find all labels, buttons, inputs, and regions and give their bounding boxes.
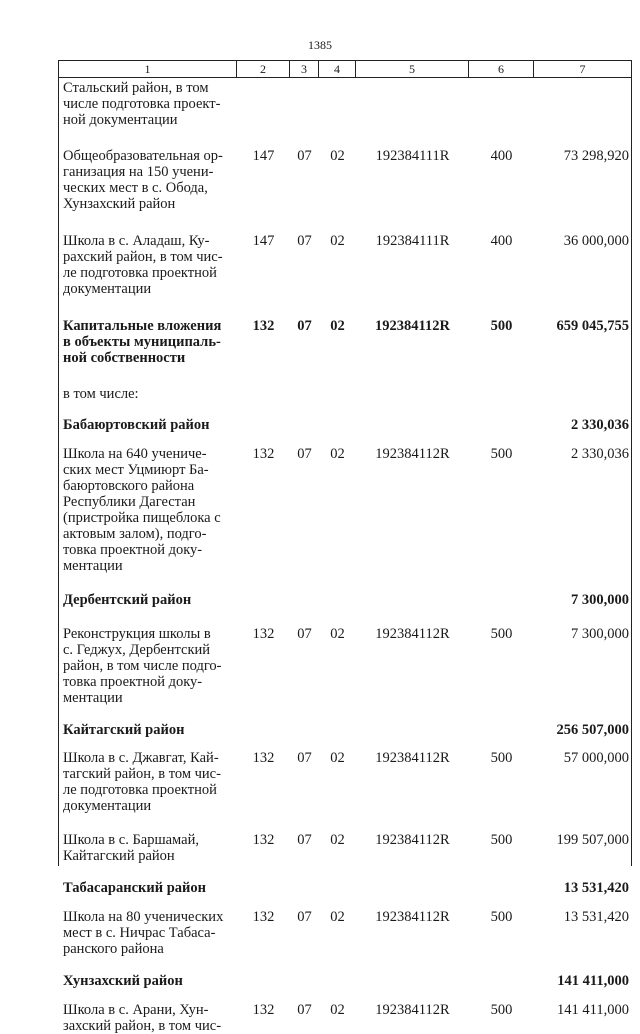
cell-col-6: 500 (490, 750, 513, 766)
cell-col-7: 13 531,420 (563, 880, 629, 896)
cell-col-3: 07 (297, 626, 312, 642)
cell-col-4: 02 (330, 626, 345, 642)
row-name: Общеобразовательная ор- ганизация на 150 учени- ческих мест в с. Обода, Хунзахский район (63, 148, 223, 212)
cell-col-5 (356, 973, 469, 989)
cell-col-4 (319, 592, 356, 608)
row-name: Школа на 80 ученических мест в с. Ничрас Табаса- ранского района (63, 909, 224, 957)
table-row (59, 1002, 631, 1034)
cell-col-3: 07 (297, 1002, 312, 1018)
cell-col-3 (290, 417, 319, 433)
cell-col-5: 192384112R (375, 626, 450, 642)
cell-col-6: 400 (490, 148, 513, 164)
cell-col-4 (319, 722, 356, 738)
cell-col-3: 07 (297, 148, 312, 164)
cell-col-3: 07 (297, 318, 312, 334)
cell-col-4 (319, 80, 356, 128)
cell-col-2: 147 (252, 148, 275, 164)
cell-col-3: 07 (297, 233, 312, 249)
cell-col-5: 192384112R (375, 1002, 450, 1018)
cell-col-3: 07 (297, 909, 312, 925)
cell-col-3: 07 (297, 446, 312, 462)
cell-col-4: 02 (330, 750, 345, 766)
cell-col-2 (237, 592, 290, 608)
cell-col-6: 500 (490, 1002, 513, 1018)
cell-col-5 (356, 386, 469, 402)
cell-col-6 (469, 592, 534, 608)
row-name: Хунзахский район (63, 973, 183, 989)
cell-col-7: 7 300,000 (571, 592, 629, 608)
cell-col-7: 2 330,036 (571, 446, 629, 462)
cell-col-6: 400 (490, 233, 513, 249)
row-name: Стальский район, в том числе подготовка проект- ной документации (63, 80, 221, 128)
row-name: Школа в с. Баршамай, Кайтагский район (63, 832, 199, 864)
cell-col-2 (237, 386, 290, 402)
cell-col-5: 192384111R (375, 148, 450, 164)
cell-col-3: 07 (297, 750, 312, 766)
cell-col-2 (237, 973, 290, 989)
cell-col-2: 132 (252, 446, 275, 462)
table-body (58, 78, 632, 1034)
cell-col-6: 500 (490, 909, 513, 925)
cell-col-2 (237, 80, 290, 128)
table-row (59, 386, 631, 402)
cell-col-4 (319, 386, 356, 402)
header-col-6: 6 (468, 61, 533, 77)
cell-col-5: 192384112R (375, 750, 450, 766)
cell-col-7: 73 298,920 (563, 148, 629, 164)
table-row (59, 973, 631, 989)
cell-col-6: 500 (490, 626, 513, 642)
header-col-3: 3 (289, 61, 318, 77)
cell-col-2: 132 (252, 832, 275, 848)
cell-col-7: 57 000,000 (563, 750, 629, 766)
cell-col-7: 36 000,000 (563, 233, 629, 249)
cell-col-2 (237, 880, 290, 896)
table-row (59, 750, 631, 814)
cell-col-7 (534, 80, 633, 128)
row-name: Школа в с. Арани, Хун- захский район, в том чис- (63, 1002, 222, 1034)
row-name: Дербентский район (63, 592, 192, 608)
cell-col-3 (290, 80, 319, 128)
table-row (59, 148, 631, 212)
cell-col-6 (469, 386, 534, 402)
cell-col-5: 192384112R (375, 318, 450, 334)
table-row (59, 80, 631, 128)
row-name: в том числе: (63, 386, 139, 402)
header-col-5: 5 (355, 61, 468, 77)
table-row (59, 446, 631, 574)
cell-col-6: 500 (490, 446, 513, 462)
cell-col-4: 02 (330, 318, 345, 334)
row-name: Школа в с. Аладаш, Ку- рахский район, в том чис- ле подготовка проектной документации (63, 233, 223, 297)
cell-col-3 (290, 386, 319, 402)
cell-col-4: 02 (330, 233, 345, 249)
cell-col-5: 192384112R (375, 909, 450, 925)
header-col-7: 7 (533, 61, 632, 77)
cell-col-7: 256 507,000 (556, 722, 629, 738)
row-name: Табасаранский район (63, 880, 206, 896)
cell-col-4: 02 (330, 832, 345, 848)
row-name: Бабаюртовский район (63, 417, 210, 433)
row-name: Кайтагский район (63, 722, 185, 738)
cell-col-5 (356, 722, 469, 738)
cell-col-7: 7 300,000 (571, 626, 629, 642)
cell-col-5 (356, 880, 469, 896)
table-row (59, 417, 631, 433)
cell-col-5 (356, 592, 469, 608)
cell-col-3 (290, 722, 319, 738)
table-row (59, 592, 631, 608)
cell-col-6 (469, 417, 534, 433)
table-row (59, 909, 631, 957)
cell-col-7: 13 531,420 (563, 909, 629, 925)
cell-col-3 (290, 880, 319, 896)
cell-col-3: 07 (297, 832, 312, 848)
cell-col-4 (319, 880, 356, 896)
cell-col-7: 2 330,036 (571, 417, 629, 433)
cell-col-6: 500 (490, 832, 513, 848)
cell-col-2: 132 (252, 318, 275, 334)
header-col-1: 1 (58, 61, 236, 77)
cell-col-6 (469, 880, 534, 896)
cell-col-5: 192384111R (375, 233, 450, 249)
cell-col-3 (290, 973, 319, 989)
cell-col-2: 132 (252, 1002, 275, 1018)
cell-col-5 (356, 80, 469, 128)
cell-col-6 (469, 722, 534, 738)
table-rows (59, 78, 631, 1034)
row-name: Реконструкция школы в с. Геджух, Дербентский район, в том числе подго- товка проектной доку- ментации (63, 626, 222, 706)
table-row (59, 832, 631, 864)
header-col-2: 2 (236, 61, 289, 77)
row-name: Школа в с. Джавгат, Кай- тагский район, в том чис- ле подготовка проектной документации (63, 750, 221, 814)
table-row (59, 318, 631, 366)
cell-col-4: 02 (330, 1002, 345, 1018)
cell-col-3 (290, 592, 319, 608)
row-name: Школа на 640 учениче- ских мест Уцмиюрт Ба- баюртовского района Республики Дагестан (пристройка пищеблока с актовым залом), подго- товка проектной доку- ментации (63, 446, 221, 574)
table-row (59, 233, 631, 297)
budget-table (58, 60, 632, 1034)
table-row (59, 722, 631, 738)
table-row (59, 626, 631, 706)
cell-col-7 (534, 386, 633, 402)
row-name: Капитальные вложения в объекты муниципаль- ной собственности (63, 318, 222, 366)
cell-col-2: 132 (252, 626, 275, 642)
cell-col-4: 02 (330, 446, 345, 462)
table-header (58, 60, 632, 78)
cell-col-4: 02 (330, 148, 345, 164)
cell-col-5 (356, 417, 469, 433)
cell-col-2 (237, 417, 290, 433)
cell-col-7: 199 507,000 (556, 832, 629, 848)
table-row (59, 880, 631, 896)
cell-col-5: 192384112R (375, 832, 450, 848)
page-number: 1385 (308, 38, 332, 52)
cell-col-2: 132 (252, 750, 275, 766)
cell-col-6 (469, 973, 534, 989)
cell-col-4 (319, 417, 356, 433)
cell-col-4 (319, 973, 356, 989)
cell-col-4: 02 (330, 909, 345, 925)
cell-col-5: 192384112R (375, 446, 450, 462)
cell-col-7: 141 411,000 (557, 973, 629, 989)
cell-col-7: 141 411,000 (557, 1002, 629, 1018)
cell-col-2: 147 (252, 233, 275, 249)
cell-col-7: 659 045,755 (556, 318, 629, 334)
cell-col-2: 132 (252, 909, 275, 925)
cell-col-6 (469, 80, 534, 128)
cell-col-2 (237, 722, 290, 738)
header-col-4: 4 (318, 61, 355, 77)
cell-col-6: 500 (490, 318, 513, 334)
